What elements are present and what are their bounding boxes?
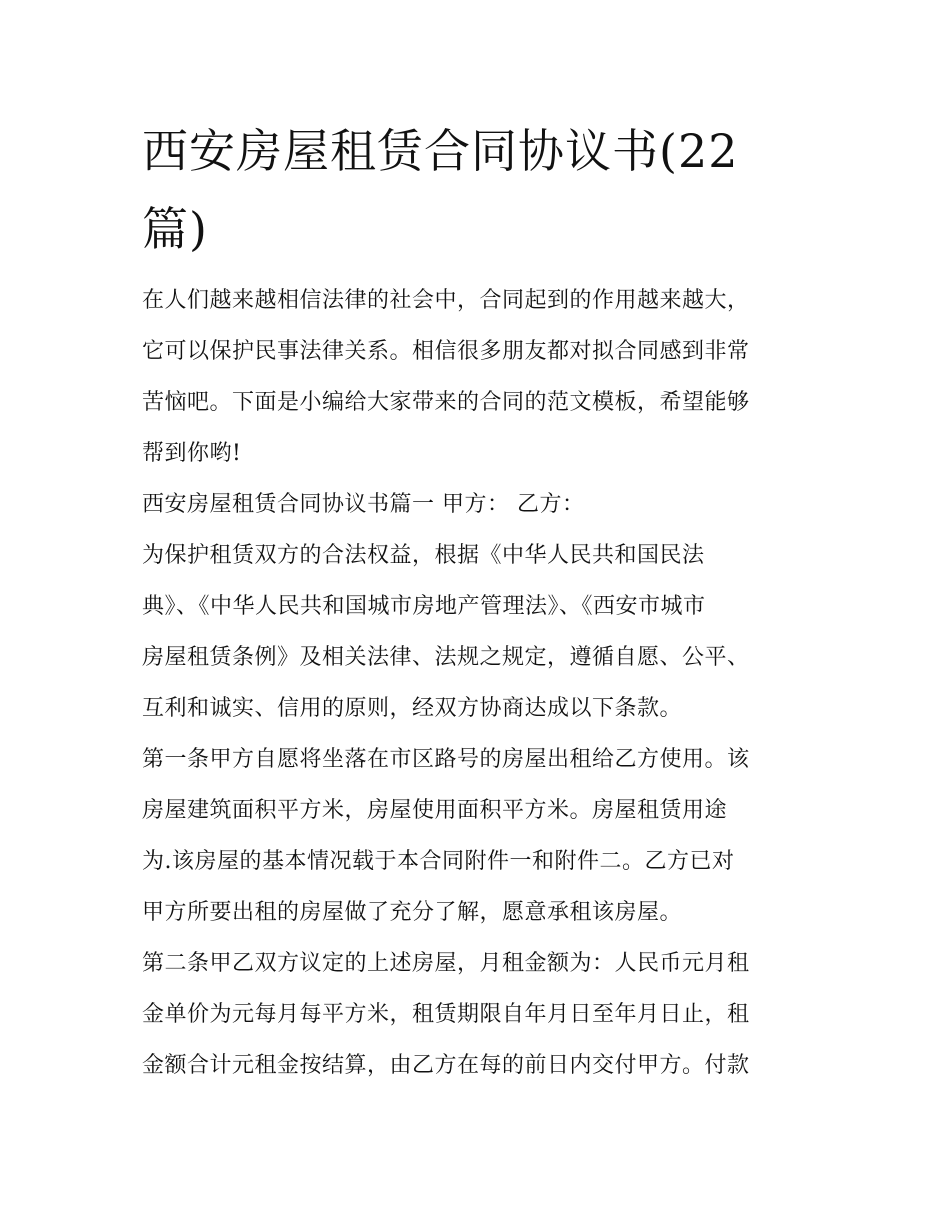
text-line: 房屋租赁条例》及相关法律、法规之规定，遵循自愿、公平、 <box>142 645 750 670</box>
text-line: 在人们越来越相信法律的社会中，合同起到的作用越来越大， <box>142 288 750 313</box>
preamble-paragraph <box>142 530 814 734</box>
text-line: 第二条甲乙双方议定的上述房屋，月租金额为：人民币元月租 <box>142 951 750 976</box>
text-line: 房屋建筑面积平方米，房屋使用面积平方米。房屋租赁用途 <box>142 798 728 823</box>
title-line-1: 西安房屋租赁合同协议书(22 <box>142 124 739 178</box>
text-line: 它可以保护民事法律关系。相信很多朋友都对拟合同感到非常 <box>142 339 750 364</box>
article-1-paragraph <box>142 734 814 938</box>
text-line: 典》、《中华人民共和国城市房地产管理法》、《西安市城市 <box>142 594 706 619</box>
document-body <box>142 275 814 1091</box>
text-line: 西安房屋租赁合同协议书篇一 甲方： 乙方： <box>142 492 585 517</box>
text-line: 金额合计元租金按结算，由乙方在每的前日内交付甲方。付款 <box>142 1053 750 1078</box>
text-line: 帮到你哟! <box>142 441 242 466</box>
article-2-paragraph <box>142 938 814 1091</box>
text-line: 为.该房屋的基本情况载于本合同附件一和附件二。乙方已对 <box>142 849 735 874</box>
text-line: 甲方所要出租的房屋做了充分了解，愿意承租该房屋。 <box>142 900 683 925</box>
section-heading <box>142 479 814 530</box>
intro-paragraph <box>142 275 814 479</box>
document-title <box>142 112 822 268</box>
text-line: 第一条甲方自愿将坐落在市区路号的房屋出租给乙方使用。该 <box>142 747 750 772</box>
text-line: 互利和诚实、信用的原则，经双方协商达成以下条款。 <box>142 696 683 721</box>
title-line-2: 篇) <box>142 202 208 256</box>
text-line: 为保护租赁双方的合法权益，根据《中华人民共和国民法 <box>142 543 705 568</box>
text-line: 金单价为元每月每平方米，租赁期限自年月日至年月日止，租 <box>142 1002 750 1027</box>
text-line: 苦恼吧。下面是小编给大家带来的合同的范文模板，希望能够 <box>142 390 750 415</box>
